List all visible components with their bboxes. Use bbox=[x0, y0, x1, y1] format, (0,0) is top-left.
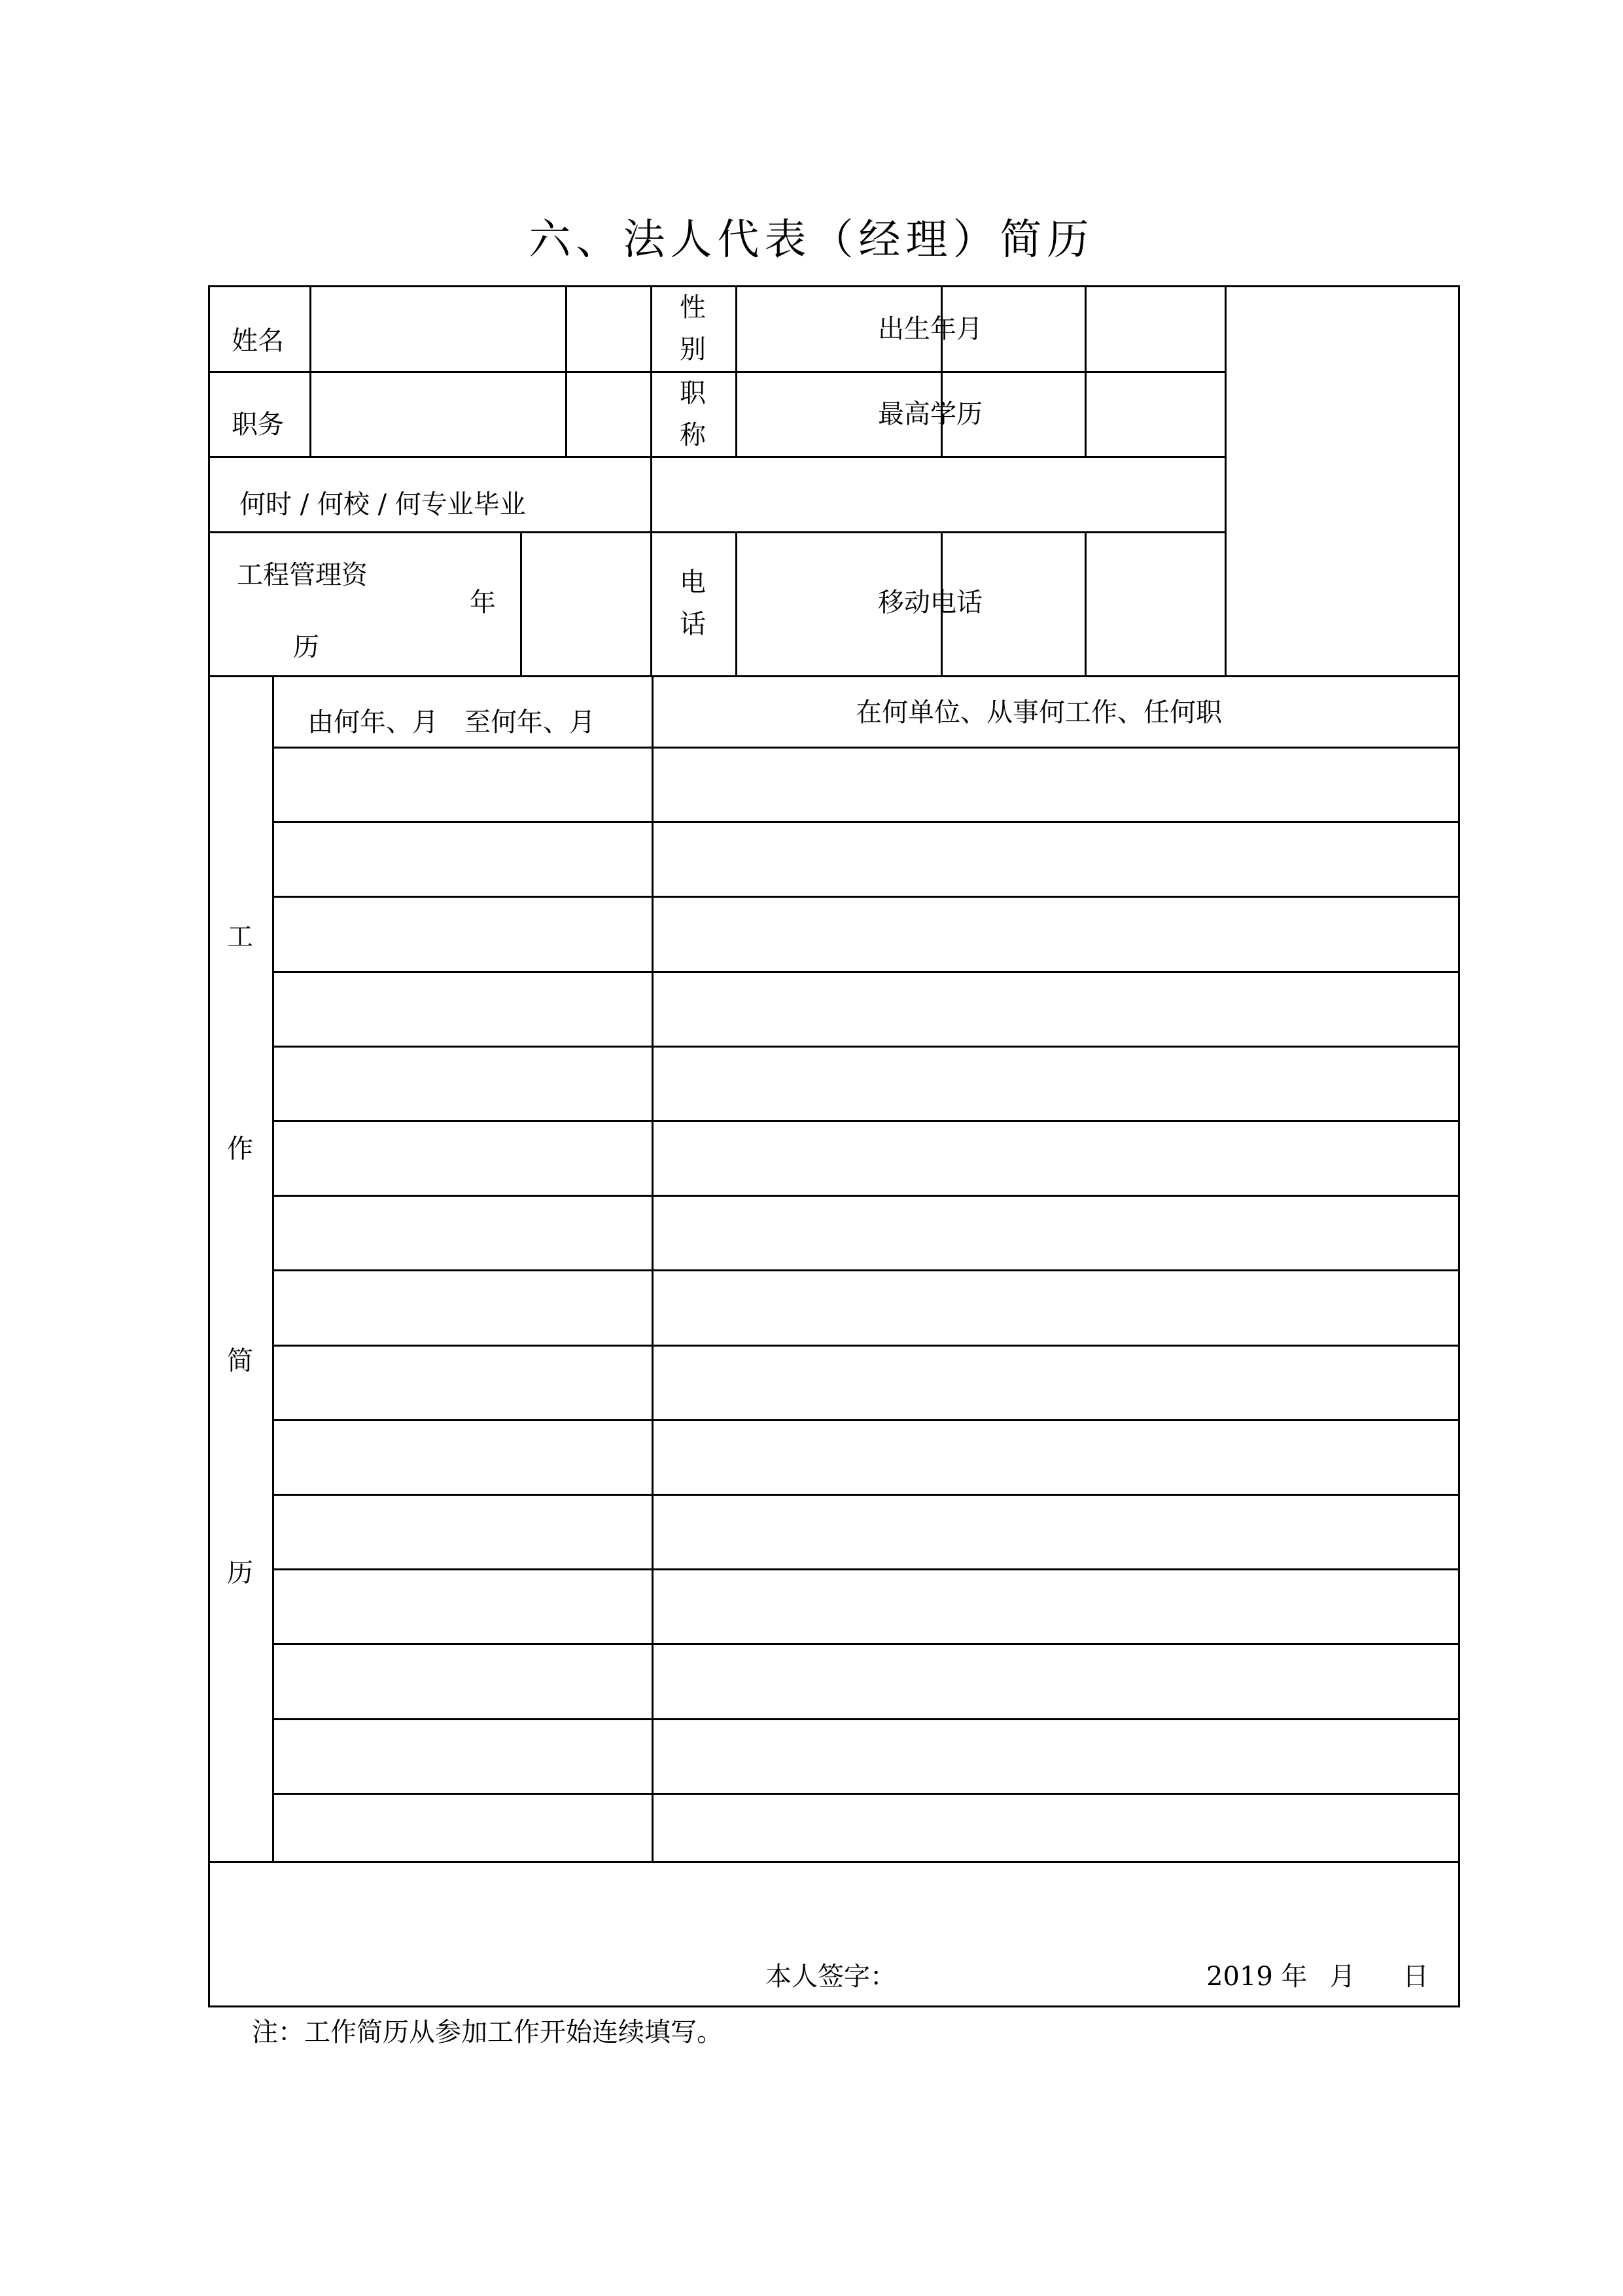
history-work-cell[interactable] bbox=[654, 1122, 1458, 1195]
history-work-cell[interactable] bbox=[654, 1496, 1458, 1568]
page-title: 六、法人代表（经理）简历 bbox=[529, 216, 1094, 264]
year-unit-label: 年 bbox=[470, 588, 496, 618]
experience-label-line2: 历 bbox=[293, 632, 319, 662]
history-work-cell[interactable] bbox=[654, 1197, 1458, 1269]
history-work-cell[interactable] bbox=[654, 1645, 1458, 1718]
history-period-cell[interactable] bbox=[274, 749, 652, 821]
name-label: 姓名 bbox=[232, 326, 284, 356]
history-work-cell[interactable] bbox=[654, 1421, 1458, 1494]
history-period-cell[interactable] bbox=[274, 1347, 652, 1419]
position-label: 职务 bbox=[232, 410, 284, 440]
history-work-cell[interactable] bbox=[654, 749, 1458, 821]
history-period-cell[interactable] bbox=[274, 1720, 652, 1793]
history-side-label-2: 作 bbox=[227, 1134, 253, 1164]
gender-label: 性 别 bbox=[680, 292, 706, 364]
history-work-cell[interactable] bbox=[654, 1795, 1458, 1867]
phone-label: 电 话 bbox=[680, 567, 706, 639]
history-period-cell[interactable] bbox=[274, 1795, 652, 1867]
position-input-cell[interactable] bbox=[311, 373, 565, 456]
history-period-cell[interactable] bbox=[274, 1645, 652, 1718]
history-period-cell[interactable] bbox=[274, 1197, 652, 1269]
mobile-input-cell[interactable] bbox=[1087, 533, 1225, 675]
history-work-cell[interactable] bbox=[654, 898, 1458, 970]
history-work-cell[interactable] bbox=[654, 1048, 1458, 1120]
signature-area[interactable] bbox=[210, 1863, 1458, 2005]
education-input-cell[interactable] bbox=[1087, 373, 1225, 456]
phone-input-cell[interactable] bbox=[737, 533, 941, 675]
history-period-cell[interactable] bbox=[274, 1271, 652, 1344]
history-work-header: 在何单位、从事何工作、任何职 bbox=[856, 698, 1222, 728]
history-period-cell[interactable] bbox=[274, 1122, 652, 1195]
history-side-label-3: 简 bbox=[227, 1346, 253, 1376]
birth-input-cell[interactable] bbox=[1087, 287, 1225, 371]
mobile-label: 移动电话 bbox=[878, 588, 983, 618]
history-side-label-4: 历 bbox=[227, 1558, 253, 1588]
title-rank-input-cell[interactable] bbox=[737, 373, 941, 456]
history-period-cell[interactable] bbox=[274, 973, 652, 1046]
history-period-cell[interactable] bbox=[274, 1496, 652, 1568]
experience-years-input-cell[interactable] bbox=[522, 533, 650, 675]
history-side-label-1: 工 bbox=[227, 922, 253, 952]
history-work-cell[interactable] bbox=[654, 1570, 1458, 1643]
signature-month: 月 bbox=[1329, 1962, 1355, 1992]
experience-label-line1: 工程管理资 bbox=[237, 560, 368, 590]
history-work-cell[interactable] bbox=[654, 1347, 1458, 1419]
education-label: 最高学历 bbox=[878, 399, 983, 429]
signature-label: 本人签字： bbox=[765, 1962, 896, 1992]
photo-cell[interactable] bbox=[1227, 287, 1458, 675]
history-period-cell[interactable] bbox=[274, 898, 652, 970]
history-period-cell[interactable] bbox=[274, 1570, 652, 1643]
history-work-cell[interactable] bbox=[654, 1271, 1458, 1344]
graduation-input-cell[interactable] bbox=[652, 458, 1225, 531]
name-input-cell[interactable] bbox=[311, 287, 565, 371]
history-period-cell[interactable] bbox=[274, 1048, 652, 1120]
history-work-cell[interactable] bbox=[654, 823, 1458, 896]
birth-label: 出生年月 bbox=[878, 314, 983, 344]
history-period-cell[interactable] bbox=[274, 1421, 652, 1494]
history-period-header: 由何年、月 至何年、月 bbox=[307, 707, 595, 737]
history-work-cell[interactable] bbox=[654, 1720, 1458, 1793]
history-work-cell[interactable] bbox=[654, 973, 1458, 1046]
history-period-cell[interactable] bbox=[274, 823, 652, 896]
graduation-label: 何时 / 何校 / 何专业毕业 bbox=[239, 489, 526, 520]
footnote: 注：工作简历从参加工作开始连续填写。 bbox=[252, 2017, 723, 2047]
signature-day: 日 bbox=[1403, 1962, 1429, 1992]
signature-year: 2019 年 bbox=[1206, 1962, 1308, 1992]
title-rank-label: 职 称 bbox=[680, 378, 706, 450]
resume-form bbox=[208, 285, 1460, 2007]
gender-input-cell[interactable] bbox=[737, 287, 941, 371]
